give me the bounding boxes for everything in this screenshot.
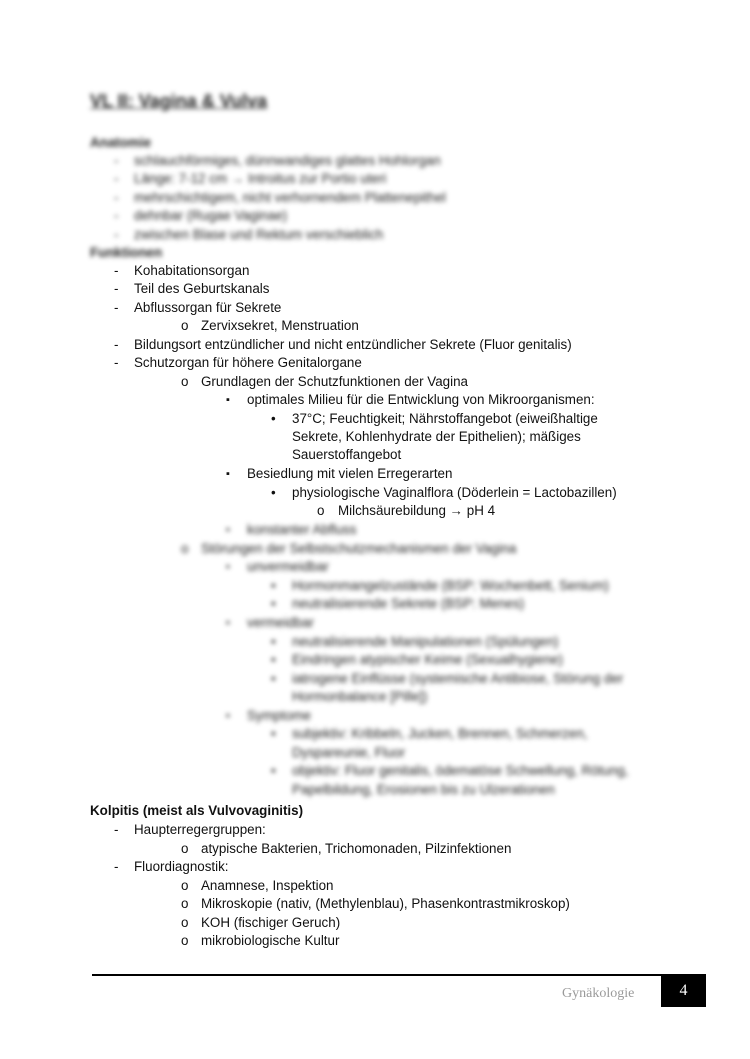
square-marker: ▪: [226, 617, 230, 629]
dash-marker: -: [114, 355, 119, 370]
list-item: Teil des Geburtskanals: [134, 281, 270, 296]
list-item: mehrschichtigem, nicht verhornendem Plattenepithel: [134, 190, 446, 205]
dash-marker: -: [114, 281, 119, 296]
circle-marker: o: [181, 915, 189, 930]
circle-marker: o: [181, 841, 189, 856]
list-item: Schutzorgan für höhere Genitalorgane: [134, 355, 362, 370]
list-item: Bildungsort entzündlicher und nicht entzündlicher Sekrete (Fluor genitalis): [134, 337, 572, 352]
dash-marker: -: [114, 337, 119, 352]
list-item: neutralisierende Manipulationen (Spülungen): [292, 634, 559, 649]
dot-marker: •: [271, 763, 276, 778]
list-item: vermeidbar: [247, 615, 314, 630]
list-item: Störungen der Selbstschutzmechanismen der Vagina: [201, 541, 517, 556]
circle-marker: o: [181, 878, 189, 893]
square-marker: ▪: [226, 561, 230, 573]
dot-marker: •: [271, 634, 276, 649]
circle-marker: o: [181, 318, 189, 333]
list-item: Mikroskopie (nativ, (Methylenblau), Phasenkontrastmikroskop): [201, 896, 570, 911]
dash-marker: -: [114, 227, 119, 242]
dash-marker: -: [114, 208, 119, 223]
list-item: Abflussorgan für Sekrete: [134, 300, 282, 315]
list-item: iatrogene Einflüsse (systemische Antibiose, Störung der: [292, 671, 624, 686]
circle-marker: o: [181, 933, 189, 948]
dash-marker: -: [114, 153, 119, 168]
list-item: atypische Bakterien, Trichomonaden, Pilzinfektionen: [201, 841, 512, 856]
circle-marker: o: [181, 541, 189, 556]
dash-marker: -: [114, 171, 119, 186]
list-item: konstanter Abfluss: [247, 522, 357, 537]
list-item: subjektiv: Kribbeln, Jucken, Brennen, Schmerzen,: [292, 726, 588, 741]
footer-divider: [92, 974, 706, 976]
dash-marker: -: [114, 822, 119, 837]
list-item: Länge: 7-12 cm → Introitus zur Portio uteri: [134, 171, 387, 186]
list-item-continuation: Sekrete, Kohlenhydrate der Epithelien); mäßiges: [292, 429, 581, 444]
list-item: unvermeidbar: [247, 559, 329, 574]
list-item: objektiv: Fluor genitalis, ödematöse Schwellung, Rötung,: [292, 763, 629, 778]
dash-marker: -: [114, 859, 119, 874]
page-title: VL II: Vagina & Vulva: [90, 91, 268, 111]
list-item-continuation: Hormonbalance [Pille]): [292, 689, 428, 704]
square-marker: ▪: [226, 524, 230, 536]
list-item: Eindringen atypischer Keime (Sexualhygiene): [292, 652, 563, 667]
circle-marker: o: [317, 503, 325, 518]
list-item-continuation: Dyspareunie, Fluor: [292, 745, 406, 760]
list-item: Symptome: [247, 708, 311, 723]
list-item: schlauchförmiges, dünnwandiges glattes Hohlorgan: [134, 153, 441, 168]
circle-marker: o: [181, 896, 189, 911]
dot-marker: •: [271, 652, 276, 667]
list-item-continuation: Papelbildung, Erosionen bis zu Ulzerationen: [292, 782, 555, 797]
section-heading-funktionen: Funktionen: [90, 245, 163, 260]
square-marker: ▪: [226, 394, 230, 406]
dot-marker: •: [271, 485, 276, 500]
list-item: Besiedlung mit vielen Erregerarten: [247, 466, 453, 481]
section-heading-kolpitis: Kolpitis (meist als Vulvovaginitis): [90, 803, 304, 818]
dot-marker: •: [271, 726, 276, 741]
list-item: Fluordiagnostik:: [134, 859, 229, 874]
dash-marker: -: [114, 190, 119, 205]
list-item: KOH (fischiger Geruch): [201, 915, 341, 930]
list-item: Grundlagen der Schutzfunktionen der Vagina: [201, 374, 469, 389]
list-item: Zervixsekret, Menstruation: [201, 318, 359, 333]
list-item: physiologische Vaginalflora (Döderlein = Lactobazillen): [292, 485, 617, 500]
dot-marker: •: [271, 578, 276, 593]
circle-marker: o: [181, 374, 189, 389]
list-item: Milchsäurebildung → pH 4: [338, 503, 496, 518]
square-marker: ▪: [226, 468, 230, 480]
list-item: Anamnese, Inspektion: [201, 878, 334, 893]
section-heading-anatomie: Anatomie: [90, 135, 152, 150]
dot-marker: •: [271, 671, 276, 686]
list-item: Haupterregergruppen:: [134, 822, 266, 837]
dash-marker: -: [114, 300, 119, 315]
list-item: Hormonmangelzustände (BSP: Wochenbett, Senium): [292, 578, 609, 593]
list-item: mikrobiologische Kultur: [201, 933, 340, 948]
list-item: dehnbar (Rugae Vaginae): [134, 208, 288, 223]
list-item: 37°C; Feuchtigkeit; Nährstoffangebot (eiweißhaltige: [292, 411, 598, 426]
list-item: Kohabitationsorgan: [134, 263, 250, 278]
list-item: neutralisierende Sekrete (BSP: Menes): [292, 596, 525, 611]
list-item: zwischen Blase und Rektum verschieblich: [134, 227, 384, 242]
list-item: optimales Milieu für die Entwicklung von Mikroorganismen:: [247, 392, 595, 407]
square-marker: ▪: [226, 710, 230, 722]
dot-marker: •: [271, 596, 276, 611]
dot-marker: •: [271, 411, 276, 426]
footer-label: Gynäkologie: [562, 986, 635, 1001]
page-number: 4: [661, 975, 706, 1007]
list-item-continuation: Sauerstoffangebot: [292, 447, 402, 462]
dash-marker: -: [114, 263, 119, 278]
